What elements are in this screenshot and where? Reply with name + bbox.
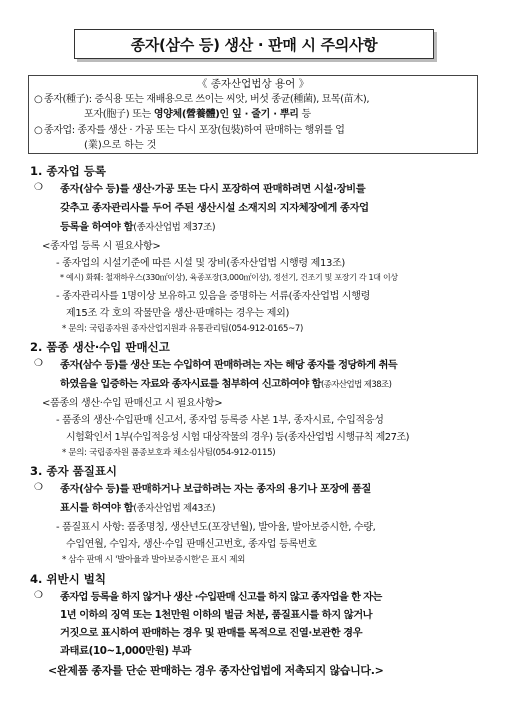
section1-req-item: - 종자관리사를 1명이상 보유하고 있음을 증명하는 서류(종자산업법 시행령 <box>56 291 370 302</box>
section-heading-penalties: 4. 위반시 벌칙 <box>30 572 106 586</box>
section4-text-line4: 과태료(10~1,000만원) 부과 <box>60 645 191 657</box>
section2-req-heading: <품종의 생산·수입 판매신고 시 필요사항> <box>42 398 223 409</box>
section3-req-item: - 품질표시 사항: 품종명칭, 생산년도(포장년월), 발아율, 발아보증시한, 수량, <box>56 522 376 533</box>
section1-contact: * 문의: 국립종자원 종자산업지원과 유통관리팀(054-912-0165~7) <box>62 324 304 334</box>
bullet-icon: ❍ <box>34 358 43 369</box>
section3-text-line2: 표시를 하여야 함(종자산업법 제43조) <box>60 502 216 514</box>
page-title: 종자(삼수 등) 생산 · 판매 시 주의사항 <box>74 29 434 59</box>
bullet-icon: ❍ <box>34 590 43 601</box>
section1-req-item: 제15조 각 호의 작물만을 생산·판매하는 경우는 제외) <box>66 308 290 319</box>
definitions-heading: 《 종자산업법상 용어 》 <box>196 78 310 90</box>
section2-text-line1: 종자(삼수 등)를 생산 또는 수입하여 판매하려는 자는 해당 종자를 정당하게 취득 <box>60 359 398 371</box>
section4-text-line2: 1년 이하의 징역 또는 1천만원 이하의 벌금 처분, 품질표시를 하지 않거나 <box>60 609 373 621</box>
section1-text-line2: 갖추고 종자관리사를 두어 주된 생산시설 소재지의 지자체장에게 종자업 <box>60 202 369 214</box>
section4-text-line1: 종자업 등록을 하지 않거나 생산 ·수입판매 신고를 하지 않고 종자업을 한 자는 <box>60 591 382 603</box>
section1-req-note: * 예시) 화훼: 철재하우스(330㎡이상), 육종포장(3,000㎡이상), 정선기, 건조기 및 포장기 각 1대 이상 <box>60 273 398 282</box>
section2-contact: * 문의: 국립종자원 품종보호과 채소심사팀(054-912-0115) <box>62 448 276 458</box>
section-heading-quality-label: 3. 종자 품질표시 <box>30 464 118 478</box>
section1-text-line3: 등록을 하여야 함(종자산업법 제37조) <box>60 221 216 233</box>
section-heading-sales-report: 2. 품종 생산·수입 판매신고 <box>30 340 170 354</box>
section2-req-item: 시험확인서 1부(수입적응성 시험 대상작물의 경우) 등(종자산업법 시행규칙 제27조) <box>66 432 410 443</box>
definitions-box <box>28 75 478 154</box>
section1-req-item: - 종자업의 시설기준에 따른 시설 및 장비(종자산업법 시행령 제13조) <box>56 258 346 269</box>
section3-note: * 삼수 판매 시 '발아율과 발아보증시한'은 표시 제외 <box>62 555 246 565</box>
circle-icon: ○ <box>34 125 43 136</box>
bullet-icon: ❍ <box>34 482 43 493</box>
section1-req-heading: <종자업 등록 시 필요사항> <box>42 241 161 252</box>
section-heading-registration: 1. 종자업 등록 <box>30 164 106 178</box>
section1-text-line1: 종자(삼수 등)를 생산·가공 또는 다시 포장하여 판매하려면 시설·장비를 <box>60 183 366 195</box>
definition-seed-line1: 종자(種子): 증식용 또는 재배용으로 쓰이는 씨앗, 버섯 종균(種菌), 묘목(苗木), <box>44 94 370 105</box>
section2-text-line2: 하였음을 입증하는 자료와 종자시료를 첨부하여 신고하여야 함(종자산업법 제38조) <box>60 378 392 390</box>
section4-text-line3: 거짓으로 표시하여 판매하는 경우 및 판매를 목적으로 진열·보관한 경우 <box>60 627 363 639</box>
section3-req-item: 수입연월, 수입자, 생산·수입 판매신고번호, 종자업 등록번호 <box>66 539 317 550</box>
definition-seed-line2: 포자(胞子) 또는 영양체(營養體)인 잎 · 줄기 · 뿌리 등 <box>84 109 311 120</box>
circle-icon: ○ <box>34 94 43 105</box>
definition-business-line2: (業)으로 하는 것 <box>84 140 157 151</box>
section3-text-line1: 종자(삼수 등)를 판매하거나 보급하려는 자는 종자의 용기나 포장에 품질 <box>60 483 371 495</box>
definition-business-line1: 종자업: 종자를 생산 · 가공 또는 다시 포장(包裝)하여 판매하는 행위를 업 <box>44 125 345 136</box>
section2-req-item: - 품종의 생산·수입판매 신고서, 종자업 등록증 사본 1부, 종자시료, 수입적응성 <box>56 415 384 426</box>
footer-note: <완제품 종자를 단순 판매하는 경우 종자산업법에 저촉되지 않습니다.> <box>48 664 384 677</box>
bullet-icon: ❍ <box>34 182 43 193</box>
